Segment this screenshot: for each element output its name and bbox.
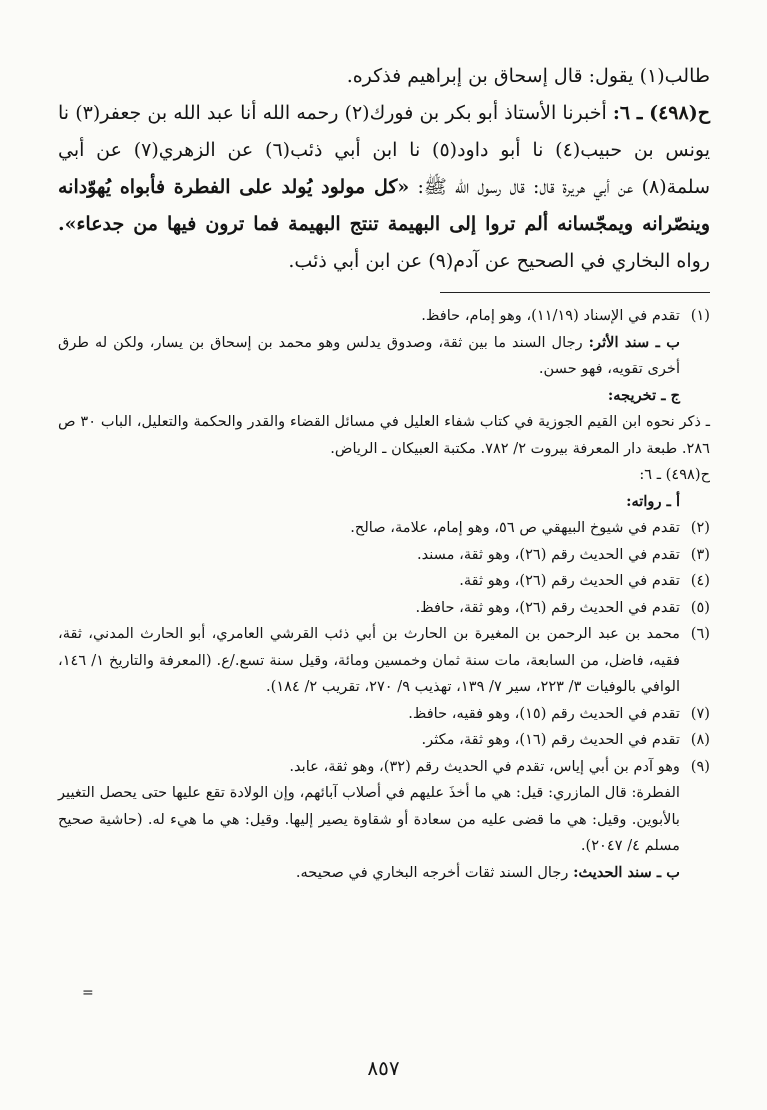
footnote-item bbox=[58, 542, 710, 569]
footnote-number: (٢) bbox=[690, 519, 710, 536]
footnote-text: محمد بن عبد الرحمن بن المغيرة بن الحارث بن أبي ذئب القرشي العامري، أبو الحارث المدني، ثقة، فقيه، فاضل، من السابعة، مات سنة ثمان وخمسين ومائة، وقيل سنة تسع./ع. (المعرفة والتاريخ ١/ ١٤٦، الوافي بالوفيات ٣/ ٢٢٣، سير ٧/ ١٣٩، تهذيب ٩/ ٢٧٠، تقريب ٢/ ١٨٤). bbox=[58, 625, 680, 695]
margin-mark: = bbox=[82, 985, 94, 1001]
footnote-text: تقدم في الإسناد (١١/١٩)، وهو إمام، حافظ. bbox=[421, 307, 680, 324]
sanad-hadith bbox=[58, 860, 710, 887]
footnote-number: (٩) bbox=[690, 757, 710, 775]
intro-line: طالب(١) يقول: قال إسحاق بن إبراهيم فذكره. bbox=[346, 65, 710, 87]
page-number: ٨٥٧ bbox=[367, 1056, 400, 1080]
sanad-athar-label: ب ـ سند الأثر: bbox=[588, 333, 680, 351]
footnote-item bbox=[58, 568, 710, 595]
main-text bbox=[58, 58, 710, 280]
footnote-number: (٦) bbox=[690, 625, 710, 642]
hadith-number: ح(٤٩٨) ـ ٦: bbox=[612, 102, 710, 124]
footnote-item bbox=[58, 701, 710, 728]
hadith-paragraph bbox=[58, 95, 710, 280]
footnote-text: تقدم في الحديث رقم (٢٦)، وهو ثقة. bbox=[459, 572, 680, 589]
footnote-text: تقدم في الحديث رقم (٢٦)، وهو ثقة، حافظ. bbox=[415, 598, 680, 616]
footnote-number: (٤) bbox=[690, 572, 710, 589]
hadith-tail: رواه البخاري في الصحيح عن آدم(٩) عن ابن أبي ذئب. bbox=[288, 250, 710, 272]
footnote-divider bbox=[440, 292, 710, 293]
sanad-hadith-label: ب ـ سند الحديث: bbox=[573, 863, 680, 881]
footnote-number: (٥) bbox=[690, 598, 710, 616]
footnote-text: تقدم في الحديث رقم (٢٦)، وهو ثقة، مسند. bbox=[416, 545, 680, 563]
footnote-1 bbox=[58, 303, 710, 330]
footnote-number: (٨) bbox=[690, 731, 710, 748]
hadith-text: «كل مولود يُولد على الفطرة فأبواه يُهوّدانه وينصّرانه ويمجّسانه ألم تروا إلى البهيمة تنتج البهيمة فما ترون فيها من جدعاء». bbox=[58, 176, 710, 235]
footnote-number: (٧) bbox=[690, 704, 710, 722]
footnotes bbox=[58, 303, 710, 886]
footnote-text: تقدم في الحديث رقم (١٥)، وهو فقيه، حافظ. bbox=[408, 704, 680, 722]
footnote-text: تقدم في الحديث رقم (١٦)، وهو ثقة، مكثر. bbox=[421, 731, 680, 748]
sanad-hadith-text: رجال السند ثقات أخرجه البخاري في صحيحه. bbox=[295, 863, 569, 881]
hadith-chain: أخبرنا الأستاذ أبو بكر بن فورك(٢) رحمه الله أنا عبد الله بن جعفر(٣) نا يونس بن حبيب(٤) نا أبو داود(٥) نا ابن أبي ذئب(٦) عن الزهري(٧) عن أبي سلمة(٨) عن أبي هريرة قال: قال رسول الله ﷺ: bbox=[58, 102, 711, 198]
footnote-text: وهو آدم بن أبي إياس، تقدم في الحديث رقم (٣٢)، وهو ثقة، عابد. bbox=[289, 757, 680, 775]
footnote-number: (١) bbox=[690, 307, 710, 324]
sanad-athar bbox=[58, 330, 710, 383]
footnote-item bbox=[58, 595, 710, 622]
page-content bbox=[58, 58, 710, 886]
footnote-item bbox=[58, 754, 710, 781]
hadith-reference: ح(٤٩٨) ـ ٦: bbox=[639, 466, 710, 483]
footnote-item bbox=[58, 621, 710, 701]
takhrij-text: ـ ذكر نحوه ابن القيم الجوزية في كتاب شفاء العليل في مسائل القضاء والقدر والحكمة والتعليل، الباب ٣٠ ص ٢٨٦. طبعة دار المعرفة بيروت ٢/ ٧٨٢. مكتبة العبيكان ـ الرياض. bbox=[58, 413, 710, 457]
ruwat-label: أ ـ رواته: bbox=[626, 492, 680, 510]
footnote-number: (٣) bbox=[690, 545, 710, 563]
footnote-item bbox=[58, 727, 710, 754]
sanad-athar-text: رجال السند ما بين ثقة، وصدوق يدلس وهو محمد بن إسحاق بن يسار، ولكن له طرق أخرى تقويه، فهو حسن. bbox=[58, 333, 680, 377]
fitra-explanation: الفطرة: قال المازري: قيل: هي ما أخذَ عليهم في أصلاب آبائهم، وإن الولادة تقع عليها حتى يحصل التغيير بالأبوين. وقيل: هي ما قضى عليه من سعادة أو شقاوة يصير إليها. وقيل: هي ما هيء له. (حاشية صحيح مسلم ٤/ ٢٠٤٧). bbox=[58, 784, 680, 854]
takhrij-label: ج ـ تخريجه: bbox=[607, 386, 680, 404]
footnote-item bbox=[58, 515, 710, 542]
footnote-text: تقدم في شيوخ البيهقي ص ٥٦، وهو إمام، علامة، صالح. bbox=[350, 519, 680, 536]
